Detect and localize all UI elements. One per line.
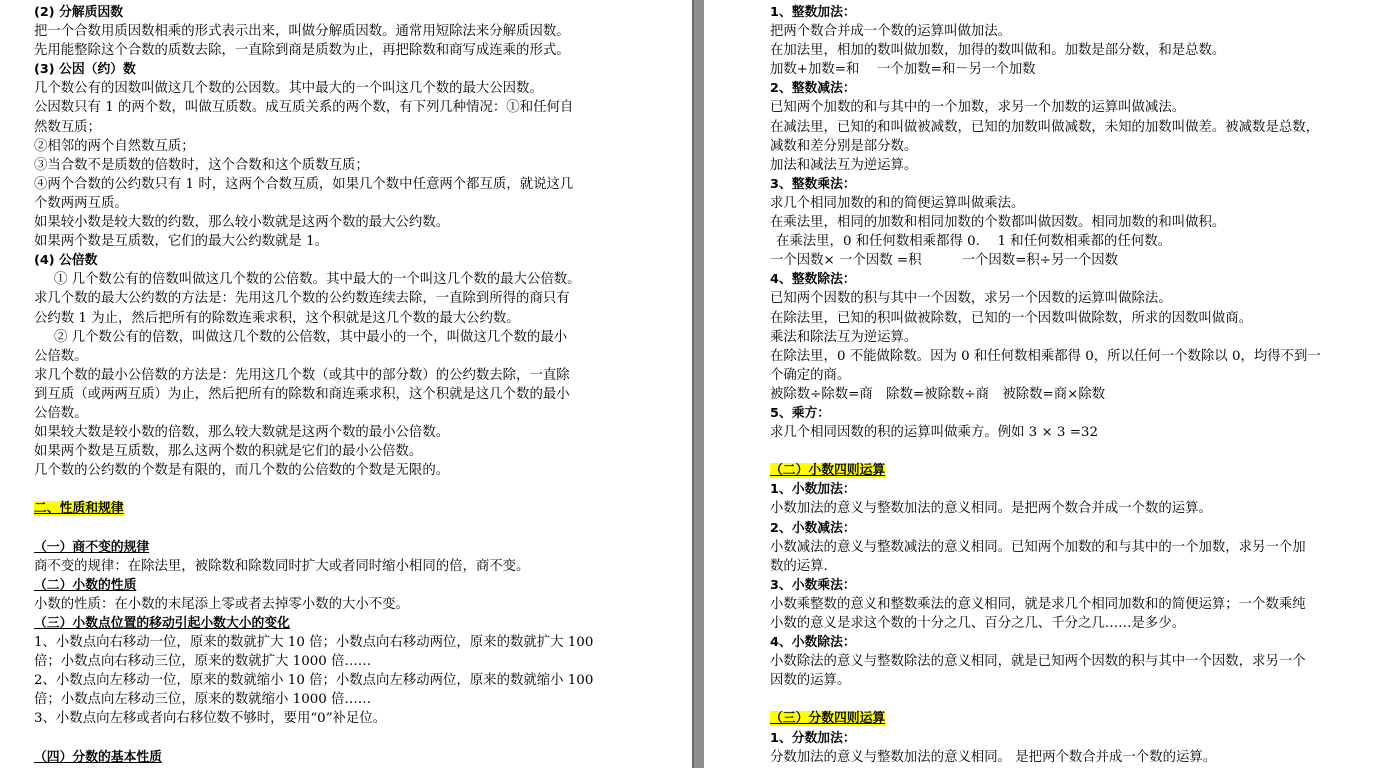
text-line: 如果两个数是互质数，它们的最大公约数就是 1。 — [34, 234, 328, 250]
section-heading: 1、整数加法： — [770, 5, 856, 20]
text-line: 小数加法的意义与整数加法的意义相同。是把两个数合并成一个数的运算。 — [770, 501, 1212, 517]
subsection-heading — [34, 576, 626, 595]
text-line: 个确定的商。 — [770, 367, 851, 383]
text-line: 先用能整除这个合数的质数去除，一直除到商是质数为止，再把除数和商写成连乘的形式。 — [34, 43, 570, 59]
text-line: 分数加法的意义与整数加法的意义相同。 是把两个数合并成一个数的运算。 — [770, 749, 1217, 765]
subsection-heading-text: （二）小数的性质 — [34, 577, 137, 593]
text-line: 在乘法里，0 和任何数相乘都得 0. 1 和任何数相乘都的任何数。 — [776, 234, 1171, 250]
text-line: 几个数的公约数的个数是有限的，而几个数的公倍数的个数是无限的。 — [34, 463, 450, 479]
section-heading: 4、小数除法： — [770, 635, 856, 651]
text-line: 3、小数点向左移或者向右移位数不够时，要用“0”补足位。 — [34, 711, 387, 727]
text-line: 如果两个数是互质数，那么这两个数的积就是它们的最小公倍数。 — [34, 444, 423, 460]
text-line: 个数两两互质。 — [34, 195, 128, 211]
blank-line — [34, 729, 626, 748]
text-line: 如果较小数是较大数的约数，那么较小数就是这两个数的最大公约数。 — [34, 215, 450, 231]
text-line: 倍；小数点向右移动三位，原来的数就扩大 1000 倍…… — [34, 654, 372, 670]
text-line: 在除法里，已知的积叫做被除数，已知的一个因数叫做除数，所求的因数叫做商。 — [770, 310, 1253, 326]
text-line: 如果较大数是较小数的倍数，那么较大数就是这两个数的最小公倍数。 — [34, 425, 450, 441]
text-line: 小数的意义是求这个数的十分之几、百分之几、千分之几……是多少。 — [770, 616, 1186, 631]
text-line: 在乘法里，相同的加数和相同加数的个数都叫做因数。相同加数的和叫做积。 — [770, 215, 1226, 231]
text-line: 求几个相同因数的积的运算叫做乘方。例如 3 × 3 =32 — [770, 425, 1098, 441]
text-line: 在减法里，已知的和叫做被减数，已知的加数叫做减数，未知的加数叫做差。被减数是总数， — [770, 119, 1320, 135]
text-line: 小数除法的意义与整数除法的意义相同，就是已知两个因数的积与其中一个因数，求另一个 — [770, 654, 1306, 670]
text-line: ③当合数不是质数的倍数时，这个合数和这个质数互质； — [34, 157, 369, 173]
text-line: 小数的性质：在小数的末尾添上零或者去掉零小数的大小不变。 — [34, 596, 409, 612]
highlighted-heading — [770, 461, 1362, 480]
text-line: 被除数÷除数=商 除数=被除数÷商 被除数=商×除数 — [770, 386, 1106, 402]
text-line: 几个数公有的因数叫做这几个数的公因数。其中最大的一个叫这几个数的最大公因数。 — [34, 81, 543, 97]
section-heading: 3、小数乘法： — [770, 577, 856, 593]
text-line: 把一个合数用质因数相乘的形式表示出来，叫做分解质因数。通常用短除法来分解质因数。 — [34, 24, 570, 40]
text-line: 到互质（或两两互质）为止，然后把所有的除数和商连乘求积，这个积就是这几个数的最小 — [34, 386, 570, 402]
text-line: 在除法里，0 不能做除数。因为 0 和任何数相乘都得 0，所以任何一个数除以 0，均得不到一 — [770, 348, 1321, 364]
text-line: 1、小数点向右移动一位，原来的数就扩大 10 倍；小数点向右移动两位，原来的数就扩大 100 — [34, 635, 594, 651]
text-line: 加数+加数=和 一个加数=和－另一个加数 — [770, 62, 1036, 78]
blank-line — [770, 690, 1362, 709]
right-page — [704, 0, 1385, 768]
text-line: 倍；小数点向左移动三位，原来的数就缩小 1000 倍…… — [34, 692, 372, 708]
text-line: 求几个数的最小公倍数的方法是：先用这几个数（或其中的部分数）的公约数去除，一直除 — [34, 367, 570, 383]
subsection-heading — [34, 538, 626, 557]
subsection-heading-text: （四）分数的基本性质 — [34, 749, 162, 765]
subsection-heading-text: （一）商不变的规律 — [34, 539, 150, 555]
subsection-heading — [34, 614, 626, 633]
subsection-heading-text: （三）小数点位置的移动引起小数大小的变化 — [34, 616, 290, 631]
text-line: 公因数只有 1 的两个数，叫做互质数。成互质关系的两个数，有下列几种情况：①和任何自 — [34, 100, 574, 116]
left-page — [0, 0, 692, 768]
blank-line — [34, 480, 626, 499]
text-line: 把两个数合并成一个数的运算叫做加法。 — [770, 24, 1012, 40]
text-line: 已知两个加数的和与其中的一个加数，求另一个加数的运算叫做减法。 — [770, 100, 1186, 116]
text-line: 在加法里，相加的数叫做加数，加得的数叫做和。加数是部分数，和是总数。 — [770, 43, 1226, 59]
section-heading: (2) 分解质因数 — [34, 5, 124, 20]
blank-line — [34, 519, 626, 538]
text-line: 商不变的规律：在除法里，被除数和除数同时扩大或者同时缩小相同的倍，商不变。 — [34, 558, 530, 574]
text-line: 数的运算. — [770, 558, 828, 574]
section-heading: 2、小数减法： — [770, 520, 856, 536]
text-line: 乘法和除法互为逆运算。 — [770, 329, 918, 345]
text-line: 减数和差分别是部分数。 — [770, 138, 918, 154]
text-line: 2、小数点向左移动一位，原来的数就缩小 10 倍；小数点向左移动两位，原来的数就缩小 100 — [34, 673, 594, 689]
section-heading: 2、整数减法： — [770, 81, 856, 97]
highlighted-heading-text: （二）小数四则运算 — [770, 463, 886, 479]
text-line: 公倍数。 — [34, 405, 88, 421]
text-line: 加法和减法互为逆运算。 — [770, 157, 918, 173]
blank-line — [770, 442, 1362, 461]
left-column-text — [34, 3, 626, 767]
highlighted-heading-text: （三）分数四则运算 — [770, 711, 886, 727]
subsection-heading — [34, 748, 626, 767]
text-line: ① 几个数公有的倍数叫做这几个数的公倍数。其中最大的一个叫这几个数的最大公倍数。 — [54, 272, 581, 288]
section-heading: 1、分数加法： — [770, 730, 856, 746]
text-line: 公约数 1 为止，然后把所有的除数连乘求积，这个积就是这几个数的最大公约数。 — [34, 310, 520, 326]
section-heading: (3) 公因（约）数 — [34, 62, 136, 78]
text-line: 小数减法的意义与整数减法的意义相同。已知两个加数的和与其中的一个加数，求另一个加 — [770, 539, 1306, 555]
right-column-text — [770, 3, 1362, 767]
section-heading: 3、整数乘法： — [770, 176, 856, 192]
text-line: ② 几个数公有的倍数，叫做这几个数的公倍数，其中最小的一个，叫做这几个数的最小 — [54, 329, 568, 345]
text-line: 然数互质； — [34, 119, 101, 135]
text-line: ④两个合数的公约数只有 1 时，这两个合数互质，如果几个数中任意两个都互质，就说这几 — [34, 176, 574, 192]
text-line: 求几个数的最大公约数的方法是：先用这几个数的公约数连续去除，一直除到所得的商只有 — [34, 291, 570, 307]
section-heading: 5、乘方： — [770, 405, 831, 421]
text-line: 因数的运算。 — [770, 673, 851, 689]
text-line: 小数乘整数的意义和整数乘法的意义相同，就是求几个相同加数和的简便运算；一个数乘纯 — [770, 596, 1306, 612]
highlighted-heading — [34, 499, 626, 518]
section-heading: (4) 公倍数 — [34, 253, 98, 269]
text-line: 已知两个因数的积与其中一个因数，求另一个因数的运算叫做除法。 — [770, 291, 1172, 307]
text-line: ②相邻的两个自然数互质； — [34, 138, 195, 154]
highlighted-heading-text: 二、性质和规律 — [34, 501, 124, 517]
text-line: 求几个相同加数的和的简便运算叫做乘法。 — [770, 195, 1025, 211]
section-heading: 4、整数除法： — [770, 272, 856, 288]
text-line: 公倍数。 — [34, 348, 88, 364]
highlighted-heading — [770, 709, 1362, 728]
section-heading: 1、小数加法： — [770, 482, 856, 498]
text-line: 一个因数× 一个因数 =积 一个因数=积÷另一个因数 — [770, 253, 1118, 269]
page-gutter — [692, 0, 704, 768]
